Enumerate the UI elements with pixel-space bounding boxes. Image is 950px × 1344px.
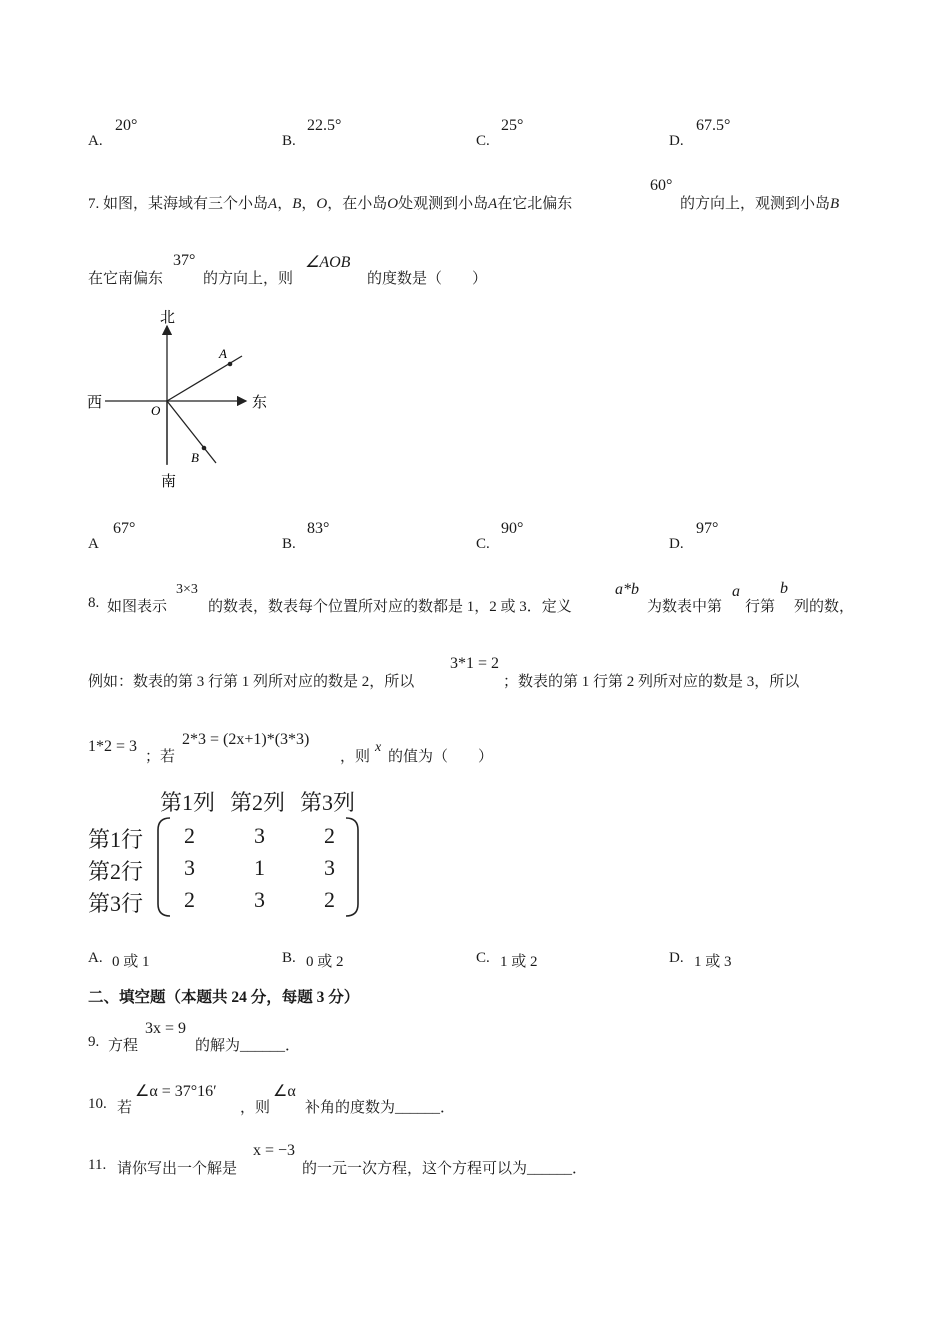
label-south: 南	[161, 474, 177, 490]
q6-option-d-value: 67.5°	[696, 117, 731, 134]
q8-text-2: 的数表，数表每个位置所对应的数都是 1，2 或 3．定义	[208, 599, 572, 615]
q8-option-b-value: 0 或 2	[306, 954, 344, 970]
q7-island-a: A	[268, 196, 278, 212]
q8-x: x	[375, 740, 382, 755]
point-a-dot	[228, 362, 233, 367]
q7-island-o: O	[316, 196, 328, 212]
q8-option-c-label: C.	[476, 950, 490, 966]
q6-option-a-label: A.	[88, 133, 103, 149]
cell-3-1: 2	[184, 887, 195, 912]
col-header-3: 第3列	[300, 790, 356, 815]
cell-3-3: 2	[324, 887, 335, 912]
label-north: 北	[160, 310, 176, 326]
q8-option-c-value: 1 或 2	[500, 954, 538, 970]
q7-angle-aob: ∠AOB	[305, 254, 351, 271]
cell-2-2: 1	[254, 855, 265, 880]
q7-comma: ，	[277, 196, 293, 212]
q7-text-7: 的方向上，则	[203, 271, 294, 287]
q7-angle-37: 37°	[173, 252, 196, 269]
cell-1-1: 2	[184, 823, 195, 848]
q11-text-2: 的一元一次方程，这个方程可以为______．	[302, 1161, 588, 1177]
row-header-2: 第2行	[88, 859, 144, 884]
q8-text-7: ；数表的第 1 行第 2 列所对应的数是 3，所以	[503, 674, 800, 690]
q8-equation: 2*3 = (2x+1)*(3*3)	[182, 731, 310, 748]
q8-text-9: ，则	[340, 749, 371, 765]
q8-option-a-value: 0 或 1	[112, 954, 150, 970]
q10-angle: ∠α	[273, 1083, 296, 1100]
q10-number: 10.	[88, 1096, 107, 1112]
q8-a: a	[732, 583, 740, 600]
col-header-1: 第1列	[160, 790, 216, 815]
q6-option-b-label: B.	[282, 133, 296, 149]
q7-text-5: 的方向上，观测到小岛	[680, 196, 831, 212]
q8-text-3: 为数表中第	[647, 599, 723, 615]
label-east: 东	[252, 395, 268, 411]
q9-text-1: 方程	[108, 1038, 139, 1054]
q7-text-1: 如图，某海域有三个小岛	[103, 196, 269, 212]
q6-option-a-value: 20°	[115, 117, 138, 134]
q7-angle-60: 60°	[650, 177, 673, 194]
q7-number: 7.	[88, 196, 100, 212]
q7-island-a: A	[488, 196, 498, 212]
q8-def: a*b	[615, 581, 639, 598]
q11-text-1: 请你写出一个解是	[117, 1161, 238, 1177]
q10-equation: ∠α = 37°16′	[135, 1083, 217, 1100]
q8-option-d-value: 1 或 3	[694, 954, 732, 970]
row-header-1: 第1行	[88, 827, 144, 852]
cell-2-1: 3	[184, 855, 195, 880]
q10-text-1: 若	[117, 1100, 133, 1116]
q8-text-1: 如图表示	[107, 599, 168, 615]
label-point-b: B	[191, 450, 199, 465]
q9-number: 9.	[88, 1034, 100, 1050]
q7-comma: ，	[327, 196, 343, 212]
q8-option-d-label: D.	[669, 950, 684, 966]
col-header-2: 第2列	[230, 790, 286, 815]
q7-line-1-end	[680, 192, 839, 213]
q11-number: 11.	[88, 1157, 107, 1173]
q7-text-8: 的度数是（ ）	[367, 271, 488, 287]
q8-example-1: 3*1 = 2	[450, 655, 500, 672]
q8-number: 8.	[88, 595, 100, 611]
q7-island-b: B	[830, 196, 840, 212]
q7-option-b-value: 83°	[307, 520, 330, 537]
cell-1-2: 3	[254, 823, 265, 848]
q7-option-a-value: 67°	[113, 520, 136, 537]
q6-option-c-label: C.	[476, 133, 490, 149]
q7-option-c-label: C.	[476, 536, 490, 552]
cell-1-3: 2	[324, 823, 335, 848]
q7-option-d-value: 97°	[696, 520, 719, 537]
section-2-title: 二、填空题（本题共 24 分，每题 3 分）	[88, 989, 360, 1006]
row-header-3: 第3行	[88, 891, 144, 916]
q10-text-3: 补角的度数为______．	[305, 1100, 456, 1116]
q7-option-d-label: D.	[669, 536, 684, 552]
q7-text-3: 处观测到小岛	[398, 196, 489, 212]
cell-3-2: 3	[254, 887, 265, 912]
q11-equation: x = −3	[253, 1142, 296, 1159]
q7-option-b-label: B.	[282, 536, 296, 552]
cell-2-3: 3	[324, 855, 335, 880]
q7-comma: ，	[301, 196, 317, 212]
point-b-dot	[202, 446, 207, 451]
q9-text-2: 的解为______．	[195, 1038, 301, 1054]
q8-text-5: 列的数，	[794, 599, 855, 615]
q8-text-6: 例如：数表的第 3 行第 1 列所对应的数是 2，所以	[88, 674, 415, 690]
label-point-a: A	[219, 346, 227, 361]
q10-text-2: ，则	[240, 1100, 271, 1116]
q8-option-b-label: B.	[282, 950, 296, 966]
q7-text-6: 在它南偏东	[88, 271, 164, 287]
q8-size: 3×3	[176, 582, 198, 597]
q7-island-b: B	[292, 196, 302, 212]
label-point-o: O	[151, 403, 161, 418]
q6-option-d-label: D.	[669, 133, 684, 149]
q8-text-10: 的值为（ ）	[388, 749, 494, 765]
q7-option-a-label: A	[88, 536, 99, 552]
q8-text-8: ；若	[145, 749, 176, 765]
q8-text-4: 行第	[745, 599, 776, 615]
q7-option-c-value: 90°	[501, 520, 524, 537]
q6-option-b-value: 22.5°	[307, 117, 342, 134]
q8-example-2: 1*2 = 3	[88, 738, 138, 755]
right-bracket	[346, 818, 358, 916]
compass-diagram	[80, 300, 280, 500]
q8-option-a-label: A.	[88, 950, 103, 966]
q7-text-4: 在它北偏东	[497, 196, 573, 212]
q7-island-o: O	[387, 196, 399, 212]
label-west: 西	[87, 395, 103, 411]
q7-text-2: 在小岛	[342, 196, 388, 212]
q9-equation: 3x = 9	[145, 1020, 187, 1037]
left-bracket	[158, 818, 170, 916]
q6-option-c-value: 25°	[501, 117, 524, 134]
q8-b: b	[780, 580, 788, 597]
q7-line-1	[88, 192, 572, 213]
